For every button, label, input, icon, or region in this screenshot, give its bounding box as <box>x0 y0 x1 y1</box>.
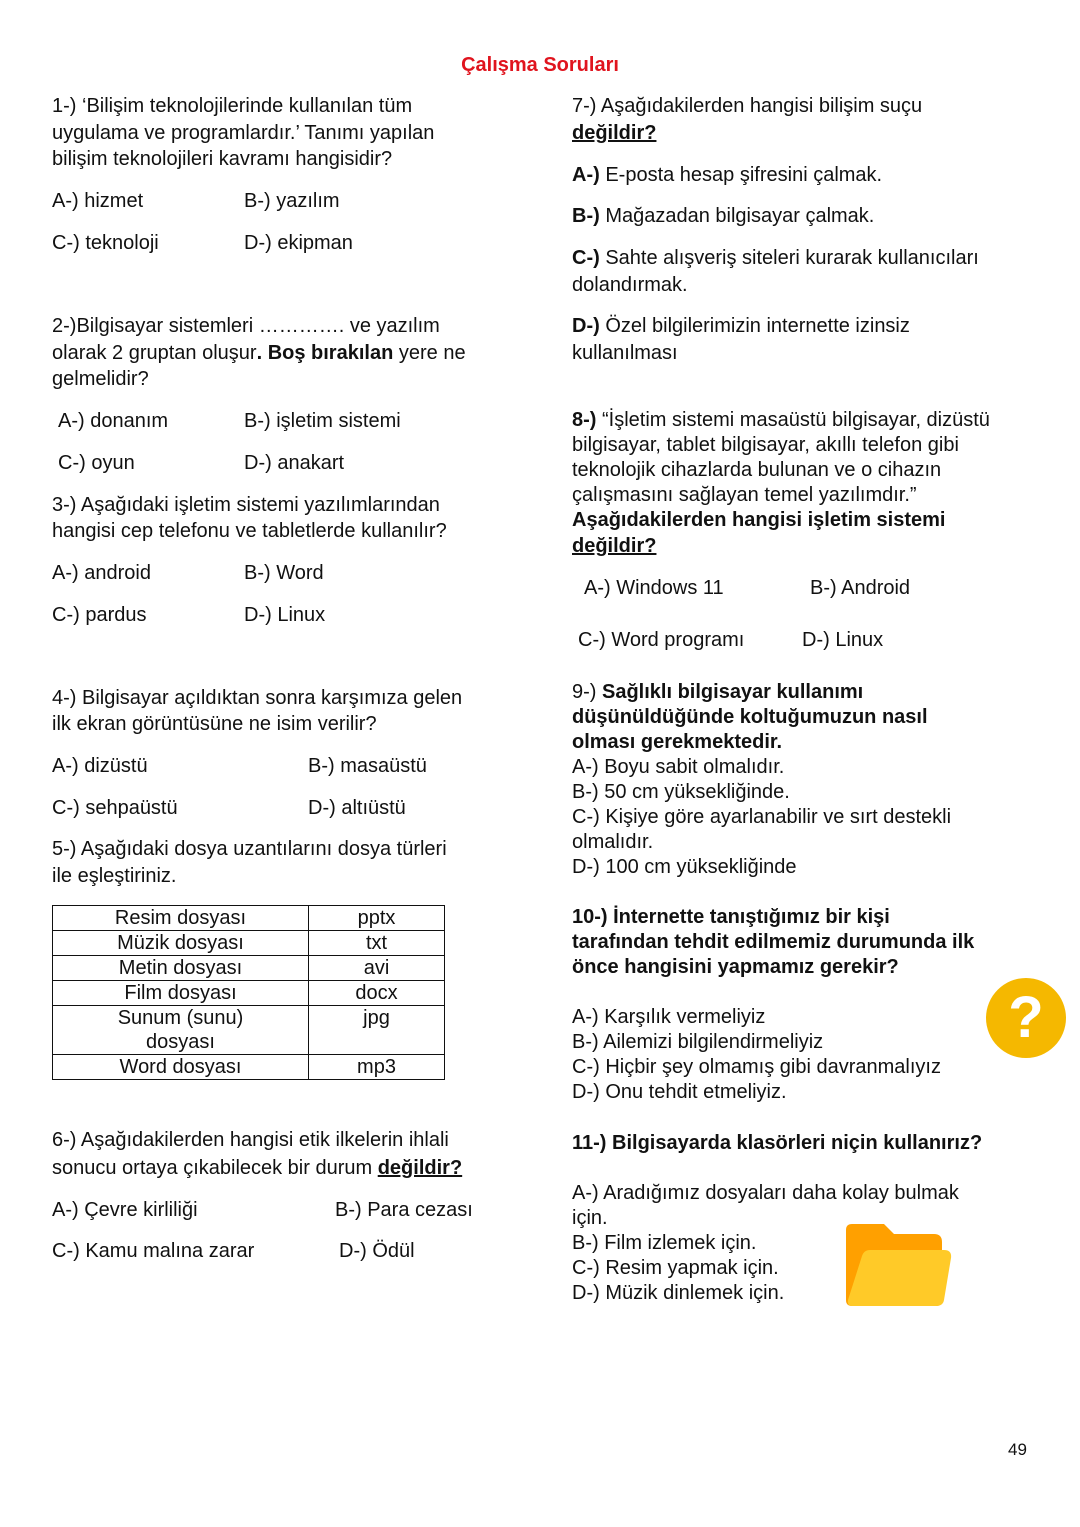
q5-text: 5-) Aşağıdaki dosya uzantılarını dosya türleri <box>52 838 447 860</box>
q7-option-d <box>572 313 910 339</box>
q11-option-a-cont: için. <box>572 1207 608 1229</box>
q3-option-d: D-) Linux <box>244 604 326 626</box>
q2-text: 2-)Bilgisayar sistemleri …………. ve yazılım <box>52 315 440 337</box>
table-row <box>53 906 445 931</box>
option-text: Mağazadan bilgisayar çalmak. <box>605 205 875 227</box>
option-text: Sahte alışveriş siteleri kurarak kullanıcıları <box>605 247 979 269</box>
q3-option-a: A-) android <box>52 562 151 584</box>
q10-text: tarafından tehdit edilmemiz durumunda ilk <box>572 931 975 953</box>
q2-option-c: C-) oyun <box>58 452 135 474</box>
q8-option-b: B-) Android <box>810 577 911 599</box>
q9-option-b: B-) 50 cm yüksekliğinde. <box>572 781 790 803</box>
q8-option-a: A-) Windows 11 <box>584 577 724 599</box>
option-label: D-) <box>572 315 600 337</box>
q8-emphasis: değildir? <box>572 535 657 557</box>
q9-text: düşünüldüğünde koltuğumuzun nasıl <box>572 706 928 728</box>
q7-option-a <box>572 162 882 188</box>
extension-cell: mp3 <box>309 1055 445 1080</box>
q9-option-a: A-) Boyu sabit olmalıdır. <box>572 756 785 778</box>
q9-option-c: C-) Kişiye göre ayarlanabilir ve sırt destekli <box>572 806 952 828</box>
q1-option-b: B-) yazılım <box>244 190 340 212</box>
q2-text: gelmelidir? <box>52 368 149 390</box>
option-text: E-posta hesap şifresini çalmak. <box>605 164 883 186</box>
table-row <box>53 1055 445 1080</box>
q10-option-a: A-) Karşılık vermeliyiz <box>572 1006 766 1028</box>
q9-text: olması gerekmektedir. <box>572 731 783 753</box>
file-type-cell: Sunum (sunu) dosyası <box>53 1006 309 1055</box>
q9-option-c-cont: olmalıdır. <box>572 831 654 853</box>
option-label: C-) <box>572 247 600 269</box>
q9-text-part: Sağlıklı bilgisayar kullanımı <box>602 681 864 703</box>
file-type-cell: Film dosyası <box>53 981 309 1006</box>
q10-option-d: D-) Onu tehdit etmeliyiz. <box>572 1081 787 1103</box>
option-text: Özel bilgilerimizin internette izinsiz <box>605 315 910 337</box>
q5-text: ile eşleştiriniz. <box>52 865 177 887</box>
q8-question: Aşağıdakilerden hangisi işletim sistemi <box>572 509 946 531</box>
q4-text: 4-) Bilgisayar açıldıktan sonra karşımıza gelen <box>52 687 463 709</box>
q7-option-b <box>572 203 874 229</box>
q9-text <box>572 679 863 705</box>
q8-text: çalışmasını sağlayan temel yazılımdır.” <box>572 484 917 506</box>
file-type-cell: Word dosyası <box>53 1055 309 1080</box>
q1-option-a: A-) hizmet <box>52 190 144 212</box>
q4-text: ilk ekran görüntüsüne ne isim verilir? <box>52 713 377 735</box>
q6-option-a: A-) Çevre kirliliği <box>52 1199 198 1221</box>
file-type-cell: Müzik dosyası <box>53 931 309 956</box>
q11-option-d: D-) Müzik dinlemek için. <box>572 1282 785 1304</box>
file-type-cell: Resim dosyası <box>53 906 309 931</box>
q6-option-c: C-) Kamu malına zarar <box>52 1240 255 1262</box>
q8-option-c: C-) Word programı <box>578 629 745 651</box>
q8-number: 8-) <box>572 409 597 431</box>
q2-text <box>52 340 466 366</box>
q2-option-a: A-) donanım <box>58 410 169 432</box>
q7-option-c-cont: dolandırmak. <box>572 274 688 296</box>
q8-text: bilgisayar, tablet bilgisayar, akıllı telefon gibi <box>572 434 959 456</box>
q7-option-c <box>572 245 979 271</box>
q2-option-b: B-) işletim sistemi <box>244 410 401 432</box>
q6-option-d: D-) Ödül <box>339 1240 415 1262</box>
q1-option-c: C-) teknoloji <box>52 232 159 254</box>
q7-text: 7-) Aşağıdakilerden hangisi bilişim suçu <box>572 95 923 117</box>
q10-option-c: C-) Hiçbir şey olmamış gibi davranmalıyız <box>572 1056 941 1078</box>
option-label: B-) <box>572 205 600 227</box>
table-row <box>53 1006 445 1055</box>
q11-text: 11-) Bilgisayarda klasörleri niçin kullanırız? <box>572 1132 983 1154</box>
table-row <box>53 981 445 1006</box>
q3-option-b: B-) Word <box>244 562 324 584</box>
q3-text: 3-) Aşağıdaki işletim sistemi yazılımlarından <box>52 494 440 516</box>
q2-text-part: yere ne <box>393 342 466 364</box>
q8-text <box>572 407 990 433</box>
q10-text: önce hangisini yapmamız gerekir? <box>572 956 899 978</box>
q6-text: 6-) Aşağıdakilerden hangisi etik ilkelerin ihlali <box>52 1129 449 1151</box>
question-mark-icon: ? <box>986 978 1066 1058</box>
q8-option-d: D-) Linux <box>802 629 884 651</box>
table-row <box>53 956 445 981</box>
q9-number: 9-) <box>572 681 602 703</box>
q1-text: 1-) ‘Bilişim teknolojilerinde kullanılan tüm <box>52 95 413 117</box>
folder-icon <box>846 1224 952 1306</box>
q1-text: uygulama ve programlardır.’ Tanımı yapılan <box>52 122 435 144</box>
option-label: A-) <box>572 164 600 186</box>
extension-cell: jpg <box>309 1006 445 1055</box>
q4-option-a: A-) dizüstü <box>52 755 148 777</box>
q1-option-d: D-) ekipman <box>244 232 353 254</box>
q3-text: hangisi cep telefonu ve tabletlerde kullanılır? <box>52 520 447 542</box>
q7-option-d-cont: kullanılması <box>572 342 678 364</box>
q6-option-b: B-) Para cezası <box>335 1199 473 1221</box>
page-title: Çalışma Soruları <box>461 54 619 76</box>
q3-option-c: C-) pardus <box>52 604 147 626</box>
q6-emphasis: değildir? <box>377 1157 463 1179</box>
q2-text-bold: . Boş bırakılan <box>256 342 394 364</box>
extension-cell: docx <box>309 981 445 1006</box>
q10-option-b: B-) Ailemizi bilgilendirmeliyiz <box>572 1031 824 1053</box>
q2-text-part: olarak 2 gruptan oluşur <box>52 342 257 364</box>
q9-option-d: D-) 100 cm yüksekliğinde <box>572 856 797 878</box>
q11-option-b: B-) Film izlemek için. <box>572 1232 757 1254</box>
q10-text: 10-) İnternette tanıştığımız bir kişi <box>572 906 890 928</box>
q6-text-part: sonucu ortaya çıkabilecek bir durum <box>52 1157 378 1179</box>
q8-text-part: “İşletim sistemi masaüstü bilgisayar, dizüstü <box>596 409 990 431</box>
q8-text: teknolojik cihazlarda bulunan ve o cihazın <box>572 459 942 481</box>
q2-option-d: D-) anakart <box>244 452 345 474</box>
q11-option-c: C-) Resim yapmak için. <box>572 1257 779 1279</box>
table-row <box>53 931 445 956</box>
file-type-cell: Metin dosyası <box>53 956 309 981</box>
extension-cell: txt <box>309 931 445 956</box>
q6-text <box>52 1155 462 1181</box>
q4-option-c: C-) sehpaüstü <box>52 797 178 819</box>
q4-option-b: B-) masaüstü <box>308 755 427 777</box>
extension-cell: avi <box>309 956 445 981</box>
matching-table <box>52 905 445 1080</box>
q11-option-a: A-) Aradığımız dosyaları daha kolay bulmak <box>572 1182 959 1204</box>
page-number: 49 <box>1008 1440 1027 1459</box>
q4-option-d: D-) altıüstü <box>308 797 406 819</box>
q7-emphasis: değildir? <box>572 122 657 144</box>
extension-cell: pptx <box>309 906 445 931</box>
q1-text: bilişim teknolojileri kavramı hangisidir? <box>52 148 393 170</box>
